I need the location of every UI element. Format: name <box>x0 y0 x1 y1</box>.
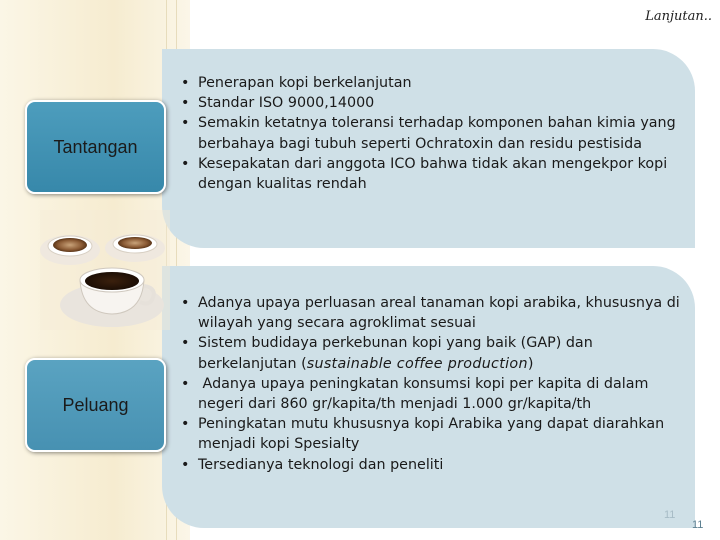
list-item: • Standar ISO 9000,14000 <box>178 93 678 113</box>
list-item: • Semakin ketatnya toleransi terhadap komponen bahan kimia yang berbahaya bagi tubuh seperti Ochratoxin dan residu pestisida <box>178 113 678 153</box>
tantangan-label: Tantangan <box>53 136 138 157</box>
continued-label: Lanjutan.. <box>645 9 712 24</box>
coffee-cups-image <box>40 210 170 330</box>
list-item: • Kesepakatan dari anggota ICO bahwa tidak akan mengekpor kopi dengan kualitas rendah <box>178 154 678 194</box>
list-item <box>178 333 683 373</box>
peluang-list <box>178 293 683 475</box>
peluang-label: Peluang <box>62 394 129 415</box>
list-item: • Tersedianya teknologi dan peneliti <box>178 455 683 475</box>
list-item-text: ) <box>527 355 534 372</box>
list-item: • Penerapan kopi berkelanjutan <box>178 73 678 93</box>
peluang-label-box <box>25 358 166 452</box>
emphasis-text: sustainable coffee production <box>306 355 528 372</box>
list-item: • Peningkatan mutu khususnya kopi Arabika yang dapat diarahkan menjadi kopi Spesialty <box>178 414 683 454</box>
page-number: 11 <box>692 519 704 531</box>
page-number-shadow: 11 <box>664 509 676 521</box>
list-item: • Adanya upaya peningkatan konsumsi kopi per kapita di dalam negeri dari 860 gr/kapita/th menjadi 1.000 gr/kapita/th <box>178 374 683 414</box>
tantangan-label-box <box>25 100 166 194</box>
list-item: • Adanya upaya perluasan areal tanaman kopi arabika, khususnya di wilayah yang secara agroklimat sesuai <box>178 293 683 333</box>
list-item-text: Sistem budidaya perkebunan kopi yang baik (GAP) dan berkelanjutan ( <box>198 335 593 372</box>
tantangan-list <box>178 73 678 194</box>
